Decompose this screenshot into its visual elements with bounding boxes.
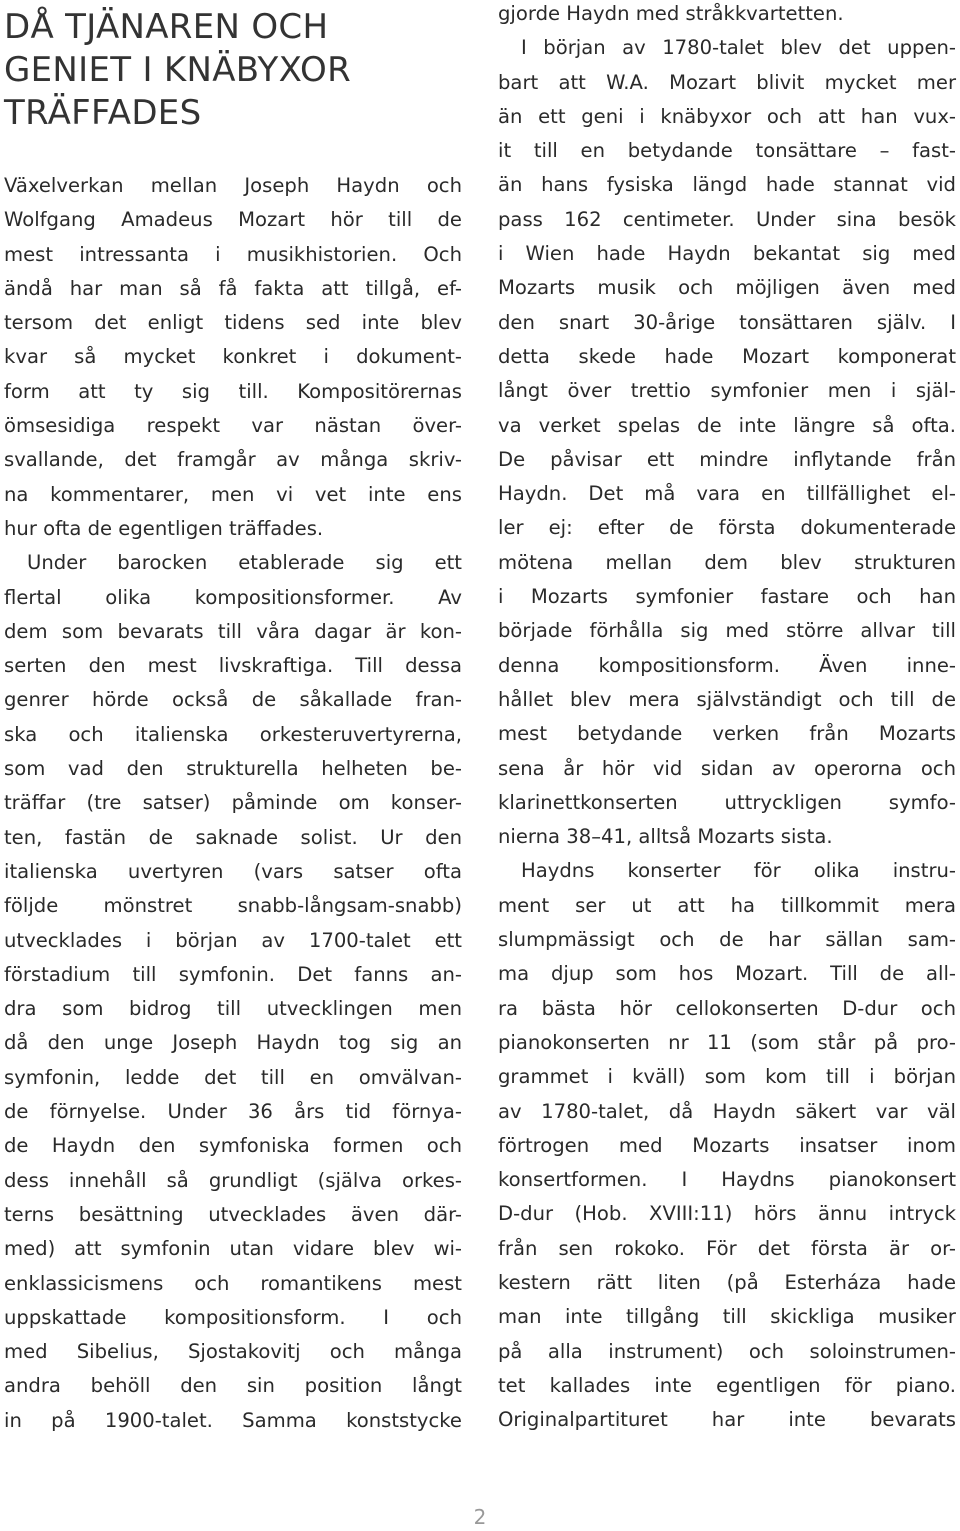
title-line: TRÄFFADES: [4, 93, 202, 133]
text-line: flertal olika kompositionsformer. Av: [4, 585, 462, 609]
text-line: mest intressanta i musikhistorien. Och: [4, 242, 462, 266]
text-line: började förhålla sig med större allvar till: [498, 619, 956, 643]
text-line: Originalpartituret har inte bevarats: [498, 1408, 956, 1432]
text-line: tersom det enligt tidens sed inte blev: [4, 311, 462, 335]
text-line: då den unge Joseph Haydn tog sig an: [4, 1031, 462, 1055]
title-line: GENIET I KNÄBYXOR: [4, 50, 352, 90]
text-line: slumpmässigt och de har sällan sam-: [498, 928, 956, 952]
text-line: ändå har man så få fakta att tillgå, ef-: [4, 276, 462, 300]
text-line: ömsesidiga respekt var nästan över-: [4, 414, 462, 438]
text-line: än hans fysiska längd hade stannat vid: [498, 173, 956, 197]
right-column: [498, 0, 956, 1437]
text-line: på alla instrument) och soloinstrumen-: [498, 1339, 956, 1363]
text-line: it till en betydande tonsättare – fast-: [498, 139, 956, 163]
text-line: ska och italienska orkesteruvertyrerna,: [4, 722, 462, 746]
text-line: italienska uvertyren (vars satser ofta: [4, 859, 462, 883]
text-line: pianokonserten nr 11 (som står på pro-: [498, 1030, 956, 1054]
text-line: konsertformen. I Haydns pianokonsert: [498, 1168, 956, 1192]
text-line: detta skede hade Mozart komponerat: [498, 344, 956, 368]
text-line: denna kompositionsform. Även inne-: [498, 653, 956, 677]
text-line: av 1780-talet, då Haydn säkert var väl: [498, 1099, 956, 1123]
text-line: ma djup som hos Mozart. Till de all-: [498, 962, 956, 986]
text-line: grammet i kväll) som kom till i början: [498, 1065, 956, 1089]
text-line: från sen rokoko. För det första är or-: [498, 1236, 956, 1260]
page-number: 2: [473, 1505, 487, 1529]
text-line: pass 162 centimeter. Under sina besök: [498, 207, 956, 231]
text-line: ler ej: efter de första dokumenterade: [498, 516, 956, 540]
left-column: [4, 169, 462, 1438]
text-line: De påvisar ett mindre inflytande från: [498, 447, 956, 471]
text-line: svallande, det framgår av många skriv-: [4, 448, 462, 472]
text-line: serten den mest livskraftiga. Till dessa: [4, 654, 462, 678]
text-line: som vad den strukturella helheten be-: [4, 757, 462, 781]
text-line: Haydns konserter för olika instru-: [521, 859, 956, 883]
text-line: mest betydande verken från Mozarts: [498, 722, 956, 746]
text-line: tet kallades inte egentligen för piano.: [498, 1373, 956, 1397]
text-line: ten, fastän de saknade solist. Ur den: [4, 825, 462, 849]
text-line: följde mönstret snabb-långsam-snabb): [4, 894, 462, 918]
text-line: med Sibelius, Sjostakovitj och många: [4, 1340, 462, 1364]
text-line: uppskattade kompositionsform. I och: [4, 1305, 462, 1329]
text-line: va verket spelas de inte längre så ofta.: [498, 413, 956, 437]
text-line: Wolfgang Amadeus Mozart hör till de: [4, 208, 462, 232]
text-line: D-dur (Hob. XVIII:11) hörs ännu intryck: [498, 1202, 956, 1226]
text-line: kvar så mycket konkret i dokument-: [4, 345, 462, 369]
text-line: utvecklades i början av 1700-talet ett: [4, 928, 462, 952]
text-line: bart att W.A. Mozart blivit mycket mer: [498, 70, 956, 94]
article-title: [4, 6, 474, 135]
text-line: dess innehåll så grundligt (själva orkes-: [4, 1168, 462, 1192]
text-line: mötena mellan dem blev strukturen: [498, 550, 956, 574]
text-line: andra behöll den sin position långt: [4, 1374, 462, 1398]
text-line: man inte tillgång till skickliga musiker: [498, 1305, 956, 1329]
text-line: klarinettkonserten uttryckligen symfo-: [498, 790, 956, 814]
text-line: träffar (tre satser) påminde om konser-: [4, 791, 462, 815]
text-line: dem som bevarats till våra dagar är kon-: [4, 619, 462, 643]
text-line: in på 1900-talet. Samma konststycke: [4, 1408, 462, 1432]
text-line: I början av 1780-talet blev det uppen-: [521, 36, 956, 60]
text-line: hur ofta de egentligen träffades.: [4, 516, 324, 540]
text-line: Växelverkan mellan Joseph Haydn och: [4, 174, 462, 197]
text-line: de Haydn den symfoniska formen och: [4, 1134, 462, 1158]
text-line: Haydn. Det må vara en tillfällighet el-: [498, 482, 956, 506]
text-line: Under barocken etablerade sig ett: [27, 551, 462, 575]
text-line: hållet blev mera självständigt och till de: [498, 687, 956, 711]
text-line: form att ty sig till. Kompositörernas: [4, 379, 462, 403]
text-line: med) att symfonin utan vidare blev wi-: [4, 1237, 462, 1261]
text-line: ment ser ut att ha tillkommit mera: [498, 893, 956, 917]
text-line: Mozarts musik och möjligen även med: [498, 276, 956, 300]
text-line: långt över trettio symfonier men i själ-: [498, 379, 956, 403]
text-line: i Wien hade Haydn bekantat sig med: [498, 242, 956, 266]
text-line: gjorde Haydn med stråkkvartetten.: [498, 2, 844, 25]
text-line: terns besättning utvecklades även där-: [4, 1202, 462, 1226]
text-line: förtrogen med Mozarts insatser inom: [498, 1133, 956, 1157]
text-line: dra som bidrog till utvecklingen men: [4, 997, 462, 1021]
text-line: enklassicismens och romantikens mest: [4, 1271, 462, 1295]
title-line: DÅ TJÄNAREN OCH: [4, 7, 329, 47]
text-line: än ett geni i knäbyxor och att han vux-: [498, 104, 956, 128]
text-line: nierna 38–41, alltså Mozarts sista.: [498, 825, 833, 849]
text-line: förstadium till symfonin. Det fanns an-: [4, 962, 462, 986]
text-line: den snart 30-årige tonsättaren själv. I: [498, 310, 956, 334]
text-line: kestern rätt liten (på Esterháza hade: [498, 1270, 956, 1294]
text-line: de förnyelse. Under 36 års tid förnya-: [4, 1100, 462, 1124]
text-line: genrer hörde också de såkallade fran-: [4, 688, 462, 712]
text-line: na kommentarer, men vi vet inte ens: [4, 482, 462, 506]
text-line: symfonin, ledde det till en omvälvan-: [4, 1065, 462, 1089]
text-line: ra bästa hör cellokonserten D-dur och: [498, 996, 956, 1020]
text-line: sena år hör vid sidan av operorna och: [498, 756, 956, 780]
text-line: i Mozarts symfonier fastare och han: [498, 585, 956, 609]
